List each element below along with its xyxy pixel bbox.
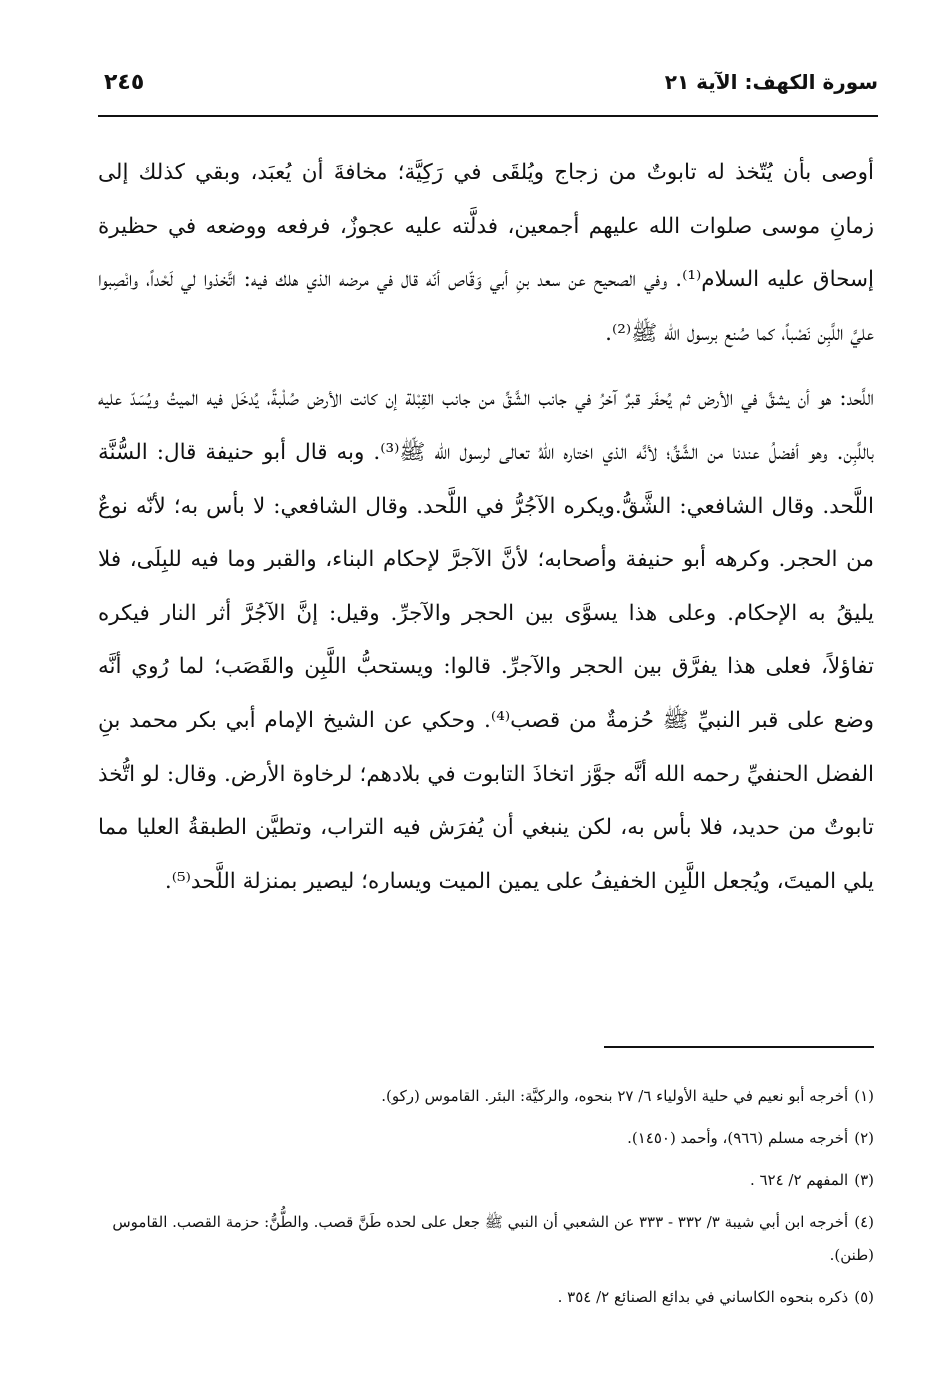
footnote-text: أخرجه مسلم (٩٦٦)، وأحمد (١٤٥٠). (627, 1129, 849, 1147)
header-divider (98, 115, 878, 117)
footnote-5 (98, 1281, 874, 1314)
footnotes (98, 1080, 874, 1323)
footnote-text: أخرجه أبو نعيم في حلية الأولياء ٦/ ٢٧ بنحوه، والركيَّة: البئر. القاموس (ركو). (381, 1087, 849, 1105)
footnote-number: (٣) (854, 1171, 874, 1189)
footnote-2 (98, 1122, 874, 1155)
footnote-number: (٤) (854, 1213, 874, 1231)
footnote-1 (98, 1080, 874, 1113)
page-number: ٢٤٥ (104, 70, 145, 95)
footnote-text: ذكره بنحوه الكاساني في بدائع الصنائع ٢/ ٣٥٤ . (557, 1288, 849, 1306)
paragraph-1: أوصى بأن يُتّخذ له تابوتٌ من زجاج ويُلقَى في رَكِيَّة؛ مخافةَ أن يُعبَد، وبقي كذلك إلى زمانِ موسى صلوات الله عليهم أجمعين، فدلَّته عليه عجوزٌ، فرفعه ووضعه في حظيرة إسحاق عليه السلام⁽¹⁾. وفي الصحيح عن سعد بنِ أبي وَقّاص أنّه قال في مرضه الذي هلك فيه: اتَّخذوا لي لَحْداً، وانْصِبوا عليَّ اللَّبِن نَصْباً، كما صُنع برسول الله ﷺ⁽²⁾. (98, 160, 874, 346)
main-text (98, 146, 874, 908)
footnote-3 (98, 1164, 874, 1197)
page-header (98, 66, 878, 112)
footnote-4 (98, 1206, 874, 1272)
footnote-text: المفهم ٢/ ٦٢٤ . (749, 1171, 849, 1189)
running-title: سورة الكهف: الآية ٢١ (664, 70, 878, 94)
footnote-number: (٢) (854, 1129, 874, 1147)
footnote-number: (١) (854, 1087, 874, 1105)
footnote-number: (٥) (854, 1288, 874, 1306)
footnote-divider (604, 1046, 874, 1048)
footnote-text: أخرجه ابن أبي شيبة ٣/ ٣٣٢ - ٣٣٣ عن الشعبي أن النبي ﷺ جعل على لحده طَنَّ قصب. والطُّنُّ: حزمة القصب. القاموس (طنن). (112, 1213, 874, 1264)
paragraph-2: اللَّحد: هو أن يشقَّ في الأرض ثم يُحفَر قبرٌ آخرُ في جانب الشَّقِّ من جانب القِبْلة إن كانت الأرض صُلْبةً، يُدخَل فيه الميتُ ويُسَدّ عليه باللَّبِن. وهو أفضلُ عندنا من الشَّقِّ؛ لأنَّه الذي اختاره اللهُ تعالى لرسول الله ﷺ⁽³⁾. وبه قال أبو حنيفة قال: السُّنَّة اللَّحد. وقال الشافعي: الشَّقُّ.ويكره الآجُرُّ في اللَّحد. وقال الشافعي: لا بأس به؛ لأنّه نوعٌ من الحجر. وكرهه أبو حنيفة وأصحابه؛ لأنَّ الآجرَّ لإحكام البناء، والقبر وما فيه للبِلَى، فلا يليقُ به الإحكام. وعلى هذا يسوَّى بين الحجر والآجرِّ. وقيل: إنَّ الآجُرَّ أثر النار فيكره تفاؤلاً، فعلى هذا يفرَّق بين الحجر والآجرِّ. قالوا: ويستحبُّ اللَّبِن والقَصَب؛ لما رُوي أنَّه وضع على قبر النبيِّ ﷺ حُزمةٌ من قصب⁽⁴⁾. وحكي عن الشيخ الإمام أبي بكر محمد بنِ الفضل الحنفيِّ رحمه الله أنَّه جوَّز اتخاذَ التابوت في بلادهم؛ لرخاوة الأرض. وقال: لو اتُّخذ تابوتٌ من حديد، فلا بأس به، لكن ينبغي أن يُفرَش فيه التراب، وتطيَّن الطبقةُ العليا مما يلي الميتَ، ويُجعل اللَّبِن الخفيفُ على يمين الميت ويساره؛ ليصير بمنزلة اللَّحد⁽⁵⁾. (98, 386, 875, 894)
